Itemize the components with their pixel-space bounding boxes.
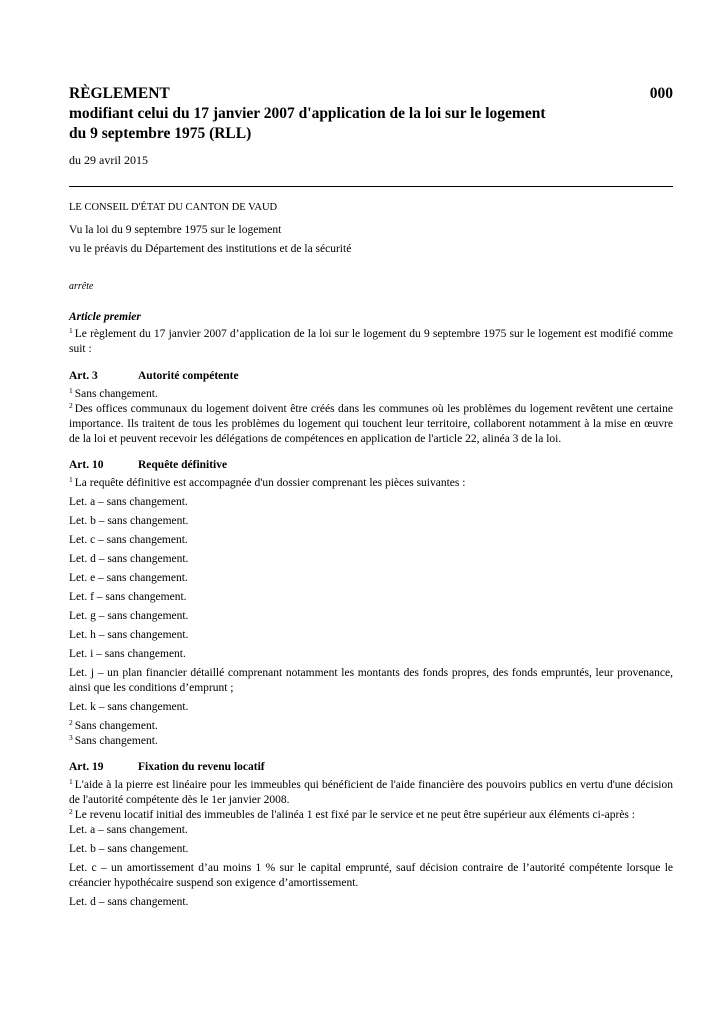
letter-item: Let. a – sans changement.: [69, 824, 188, 836]
document-number: 000: [649, 85, 673, 102]
alinea-number: 3: [69, 733, 73, 742]
art3-heading: [69, 370, 673, 382]
letter-item: Let. j – un plan financier détaillé comprenant notamment les montants des fonds propres, des fonds empruntés, leur provenance, ainsi que les conditions d’emprunt ;: [69, 667, 673, 694]
document-date: du 29 avril 2015: [69, 153, 148, 167]
document-title-line-2: modifiant celui du 17 janvier 2007 d'application de la loi sur le logement: [69, 105, 546, 122]
letter-item: Let. h – sans changement.: [69, 629, 189, 641]
alinea-number: 2: [69, 401, 73, 410]
alinea-number: 2: [69, 718, 73, 727]
art3-alinea-2: [69, 402, 673, 447]
article-premier-paragraph: [69, 327, 673, 357]
art10-alinea-1: [69, 476, 673, 491]
alinea-number: 1: [69, 777, 73, 786]
alinea-number: 1: [69, 326, 73, 335]
letter-item: Let. f – sans changement.: [69, 591, 187, 603]
vu-line-1: Vu la loi du 9 septembre 1975 sur le logement: [69, 224, 282, 236]
letter-item: Let. g – sans changement.: [69, 610, 189, 622]
article-number: Art. 10: [69, 459, 104, 471]
vu-line-2: vu le préavis du Département des institutions et de la sécurité: [69, 243, 352, 255]
letter-item: Let. c – un amortissement d’au moins 1 % sur le capital emprunté, sauf décision contraire de l’autorité compétente lorsque le créancier hypothécaire suspend son exigence d’amortissement.: [69, 862, 673, 889]
paragraph-text: La requête définitive est accompagnée d'un dossier comprenant les pièces suivantes :: [74, 477, 466, 489]
article-premier-heading: Article premier: [69, 311, 141, 323]
alinea-number: 1: [69, 475, 73, 484]
letter-item: Let. k – sans changement.: [69, 701, 189, 713]
article-title: Requête définitive: [138, 459, 228, 471]
document-type: RÈGLEMENT: [69, 85, 170, 102]
paragraph-text: Sans changement.: [74, 388, 158, 400]
title-row: [69, 84, 673, 104]
art19-alinea-2: [69, 808, 673, 823]
arrete-label: arrête: [69, 281, 94, 292]
art10-alinea-2: [69, 719, 673, 734]
paragraph-text: Des offices communaux du logement doivent être créés dans les communes où les problèmes du logement revêtent une certaine importance. Ils traitent de tous les problèmes du logement qui touchent leur territoire, collaborent notamment à la mise en œuvre de la loi et peuvent recevoir les délégations de compétences en application de l'article 22, alinéa 3 de la loi.: [69, 403, 673, 445]
art10-alinea-3: [69, 734, 673, 749]
article-title: Autorité compétente: [138, 370, 239, 382]
letter-item: Let. b – sans changement.: [69, 843, 189, 855]
alinea-number: 2: [69, 807, 73, 816]
letter-item: Let. b – sans changement.: [69, 515, 189, 527]
art19-heading: [69, 761, 673, 773]
letter-item: Let. d – sans changement.: [69, 553, 189, 565]
letter-item: Let. c – sans changement.: [69, 534, 188, 546]
document-page: [69, 84, 673, 910]
header-divider: [69, 186, 673, 187]
article-number: Art. 19: [69, 761, 104, 773]
article-number: Art. 3: [69, 370, 98, 382]
preamble-considerations: [69, 221, 673, 259]
letter-item: Let. e – sans changement.: [69, 572, 188, 584]
paragraph-text: Sans changement.: [74, 735, 158, 747]
paragraph-text: L'aide à la pierre est linéaire pour les immeubles qui bénéficient de l'aide financière des pouvoirs publics en vertu d'une décision de l'autorité compétente dès le 1er janvier 2008.: [69, 779, 673, 806]
letter-item: Let. a – sans changement.: [69, 496, 188, 508]
alinea-number: 1: [69, 386, 73, 395]
art19-alinea-1: [69, 778, 673, 808]
article-title: Fixation du revenu locatif: [138, 761, 265, 773]
issuing-authority: LE CONSEIL D'ÉTAT DU CANTON DE VAUD: [69, 202, 278, 213]
letter-item: Let. i – sans changement.: [69, 648, 186, 660]
letter-item: Let. d – sans changement.: [69, 896, 189, 908]
art10-heading: [69, 459, 673, 471]
paragraph-text: Le revenu locatif initial des immeubles de l'alinéa 1 est fixé par le service et ne peut être supérieur aux éléments ci-après :: [74, 809, 635, 821]
document-title-line-3: du 9 septembre 1975 (RLL): [69, 125, 252, 142]
art3-alinea-1: [69, 387, 673, 402]
paragraph-text: Le règlement du 17 janvier 2007 d’application de la loi sur le logement du 9 septembre 1975 sur le logement est modifié comme suit :: [69, 328, 673, 355]
paragraph-text: Sans changement.: [74, 720, 158, 732]
